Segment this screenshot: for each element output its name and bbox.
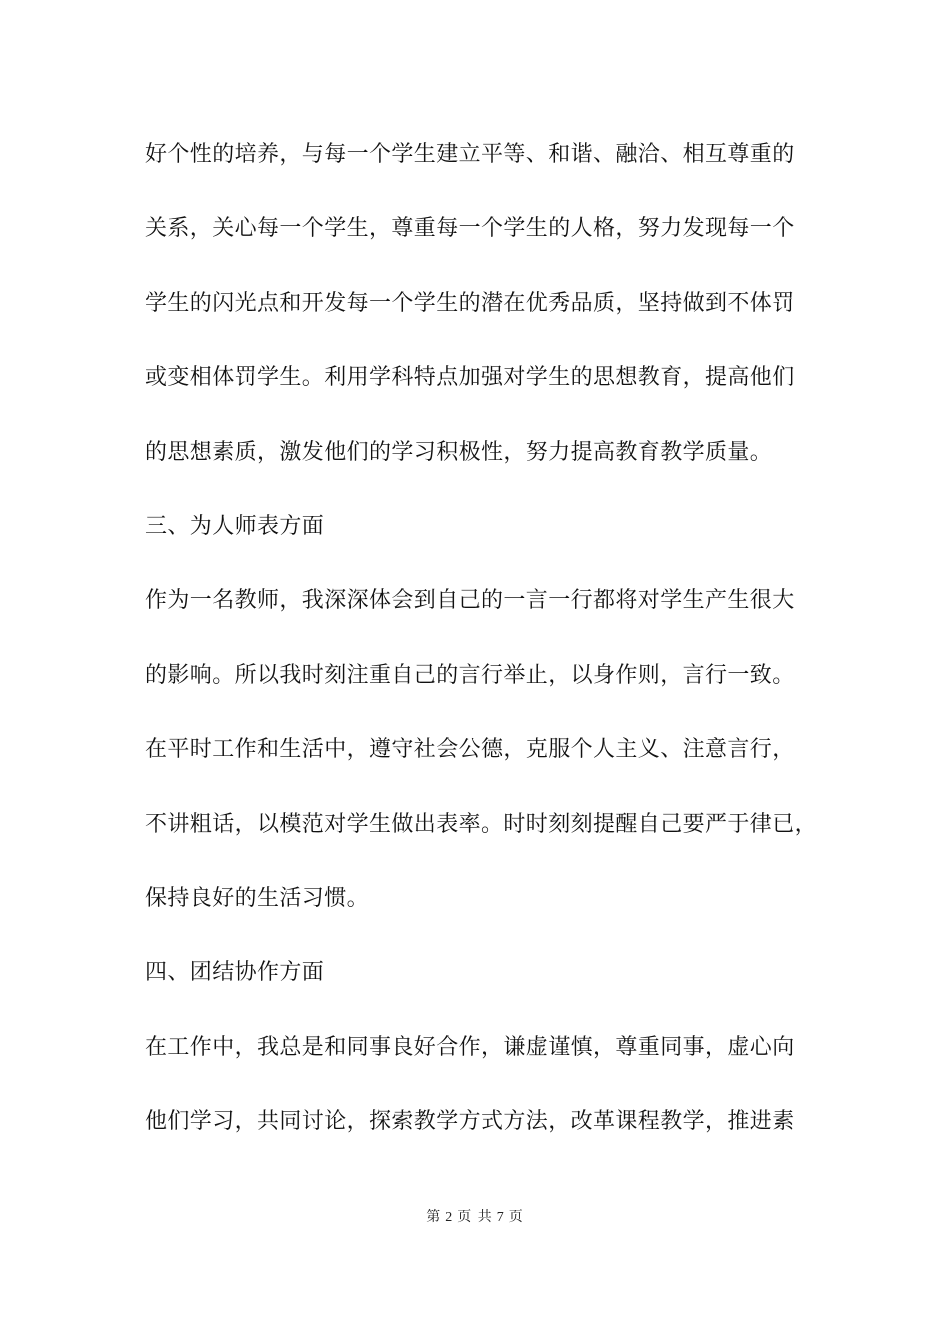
- body-text: [145, 132, 825, 1173]
- footer-suffix: 页: [508, 1209, 524, 1225]
- page-footer: [0, 1206, 950, 1226]
- paragraph-line: 关系，关心每一个学生，尊重每一个学生的人格，努力发现每一个: [145, 216, 795, 242]
- paragraph-line: 在工作中，我总是和同事良好合作，谦虚谨慎，尊重同事，虚心向: [145, 1034, 795, 1060]
- section-heading: 四、团结协作方面: [145, 960, 325, 986]
- footer-middle: 页 共: [457, 1209, 493, 1225]
- paragraph-line: 或变相体罚学生。利用学科特点加强对学生的思想教育，提高他们: [145, 365, 795, 391]
- paragraph-line: 作为一名教师，我深深体会到自己的一言一行都将对学生产生很大: [145, 588, 795, 614]
- paragraph-line: 不讲粗话，以模范对学生做出表率。时时刻刻提醒自己要严于律已，: [145, 811, 818, 837]
- footer-prefix: 第: [426, 1209, 442, 1225]
- paragraph-line: 的思想素质，激发他们的学习积极性，努力提高教育教学质量。: [145, 439, 773, 465]
- paragraph-line: 学生的闪光点和开发每一个学生的潜在优秀品质，坚持做到不体罚: [145, 290, 795, 316]
- paragraph-line: 他们学习，共同讨论，探索教学方式方法，改革课程教学，推进素: [145, 1109, 795, 1135]
- total-pages-number: 7: [496, 1210, 505, 1225]
- current-page-number: 2: [445, 1210, 454, 1225]
- paragraph-line: 保持良好的生活习惯。: [145, 885, 370, 911]
- paragraph-line: 好个性的培养，与每一个学生建立平等、和谐、融洽、相互尊重的: [145, 142, 795, 167]
- paragraph-line: 的影响。所以我时刻注重自己的言行举止，以身作则，言行一致。: [145, 662, 795, 688]
- section-heading: 三、为人师表方面: [145, 513, 325, 539]
- paragraph-line: 在平时工作和生活中，遵守社会公德，克服个人主义、注意言行，: [145, 737, 795, 763]
